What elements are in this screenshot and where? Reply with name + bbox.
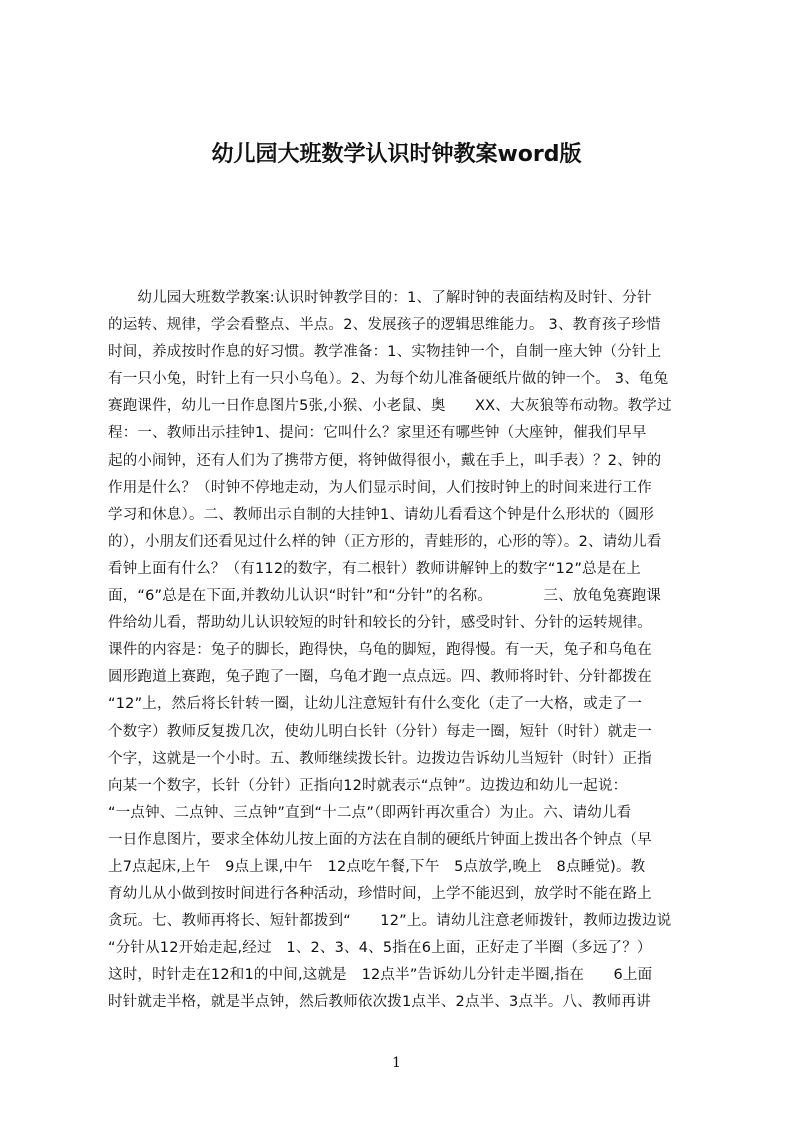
- body-line: 这时，时针走在12和1的中间,这就是 12点半”告诉幼儿分针走半圈,指在 6上面: [108, 967, 653, 984]
- body-line: 程：一、教师出示挂钟1、提问：它叫什么？家里还有哪些钟（大座钟，催我们早早: [108, 425, 647, 442]
- body-line: 作用是什么？（时钟不停地走动，为人们显示时间，人们按时钟上的时间来进行工作: [108, 479, 652, 496]
- body-line: 看钟上面有什么？（有112的数字，有二根针）教师讲解钟上的数字“12”总是在上: [108, 560, 641, 577]
- body-line: 时间，养成按时作息的好习惯。教学准备：1、实物挂钟一个，自制一座大钟（分针上: [108, 344, 662, 361]
- body-line: 的运转、规律，学会看整点、半点。2、发展孩子的逻辑思维能力。 3、教育孩子珍惜: [108, 317, 661, 334]
- body-line: “分针从12开始走起,经过 1、2、3、4、5指在6上面，正好走了半圈（多远了？）: [108, 940, 652, 957]
- body-line: “一点钟、二点钟、三点钟”直到“十二点”（即两针再次重合）为止。六、请幼儿看: [108, 804, 632, 821]
- document-body: [108, 285, 704, 1015]
- body-line: 起的小闹钟，还有人们为了携带方便，将钟做得很小，戴在手上，叫手表）？2、钟的: [108, 452, 662, 469]
- body-line: 件给幼儿看，帮助幼儿认识较短的时针和较长的分针，感受时针、分针的运转规律。: [108, 615, 652, 632]
- document-title: 幼儿园大班数学认识时钟教案word版: [211, 142, 582, 167]
- body-line: 贪玩。七、教师再将长、短针都拨到“ 12”上。请幼儿注意老师拨针，教师边拨边说: [108, 913, 672, 930]
- body-line: 圆形跑道上赛跑，兔子跑了一圈，乌龟才跑一点点远。四、教师将时针、分针都拨在: [108, 669, 652, 686]
- body-line: 一日作息图片，要求全体幼儿按上面的方法在自制的硬纸片钟面上拨出各个钟点（早: [108, 831, 652, 848]
- body-line: “12”上，然后将长针转一圈，让幼儿注意短针有什么变化（走了一大格，或走了一: [108, 696, 643, 713]
- body-line: 课件的内容是：兔子的脚长，跑得快，乌龟的脚短，跑得慢。有一天，兔子和乌龟在: [108, 642, 652, 659]
- body-line: 有一只小兔，时针上有一只小乌龟）。2、为每个幼儿准备硬纸片做的钟一个。 3、龟兔: [108, 371, 669, 388]
- body-line: 幼儿园大班数学教案:认识时钟教学目的：1、了解时钟的表面结构及时针、分针: [108, 290, 652, 306]
- body-line: 学习和休息）。二、教师出示自制的大挂钟1、请幼儿看看这个钟是什么形状的（圆形: [108, 506, 655, 523]
- body-line: 个数字）教师反复拨几次，使幼儿明白长针（分针）每走一圈，短针（时针）就走一: [108, 723, 652, 740]
- page-number: 1: [392, 1055, 401, 1071]
- body-line: 育幼儿从小做到按时间进行各种活动，珍惜时间，上学不能迟到，放学时不能在路上: [108, 886, 652, 903]
- body-line: 的），小朋友们还看见过什么样的钟（正方形的，青蛙形的，心形的等）。2、请幼儿看: [108, 533, 662, 550]
- body-line: 面，“6”总是在下面,并教幼儿认识“时针”和“分针”的名称。 三、放龟兔赛跑课: [108, 588, 662, 605]
- body-line: 赛跑课件，幼儿一日作息图片5张,小猴、小老鼠、奥 XX、大灰狼等布动物。教学过: [108, 398, 672, 415]
- body-line: 时针就走半格，就是半点钟，然后教师依次拨1点半、2点半、3点半。八、教师再讲: [108, 994, 651, 1011]
- body-line: 向某一个数字，长针（分针）正指向12时就表示“点钟”。边拨边和幼儿一起说：: [108, 777, 628, 794]
- body-line: 上7点起床,上午 9点上课,中午 12点吃午餐,下午 5点放学,晚上 8点睡觉)。教: [108, 858, 646, 875]
- body-line: 个字，这就是一个小时。五、教师继续拨长针。边拨边告诉幼儿当短针（时针）正指: [108, 750, 652, 767]
